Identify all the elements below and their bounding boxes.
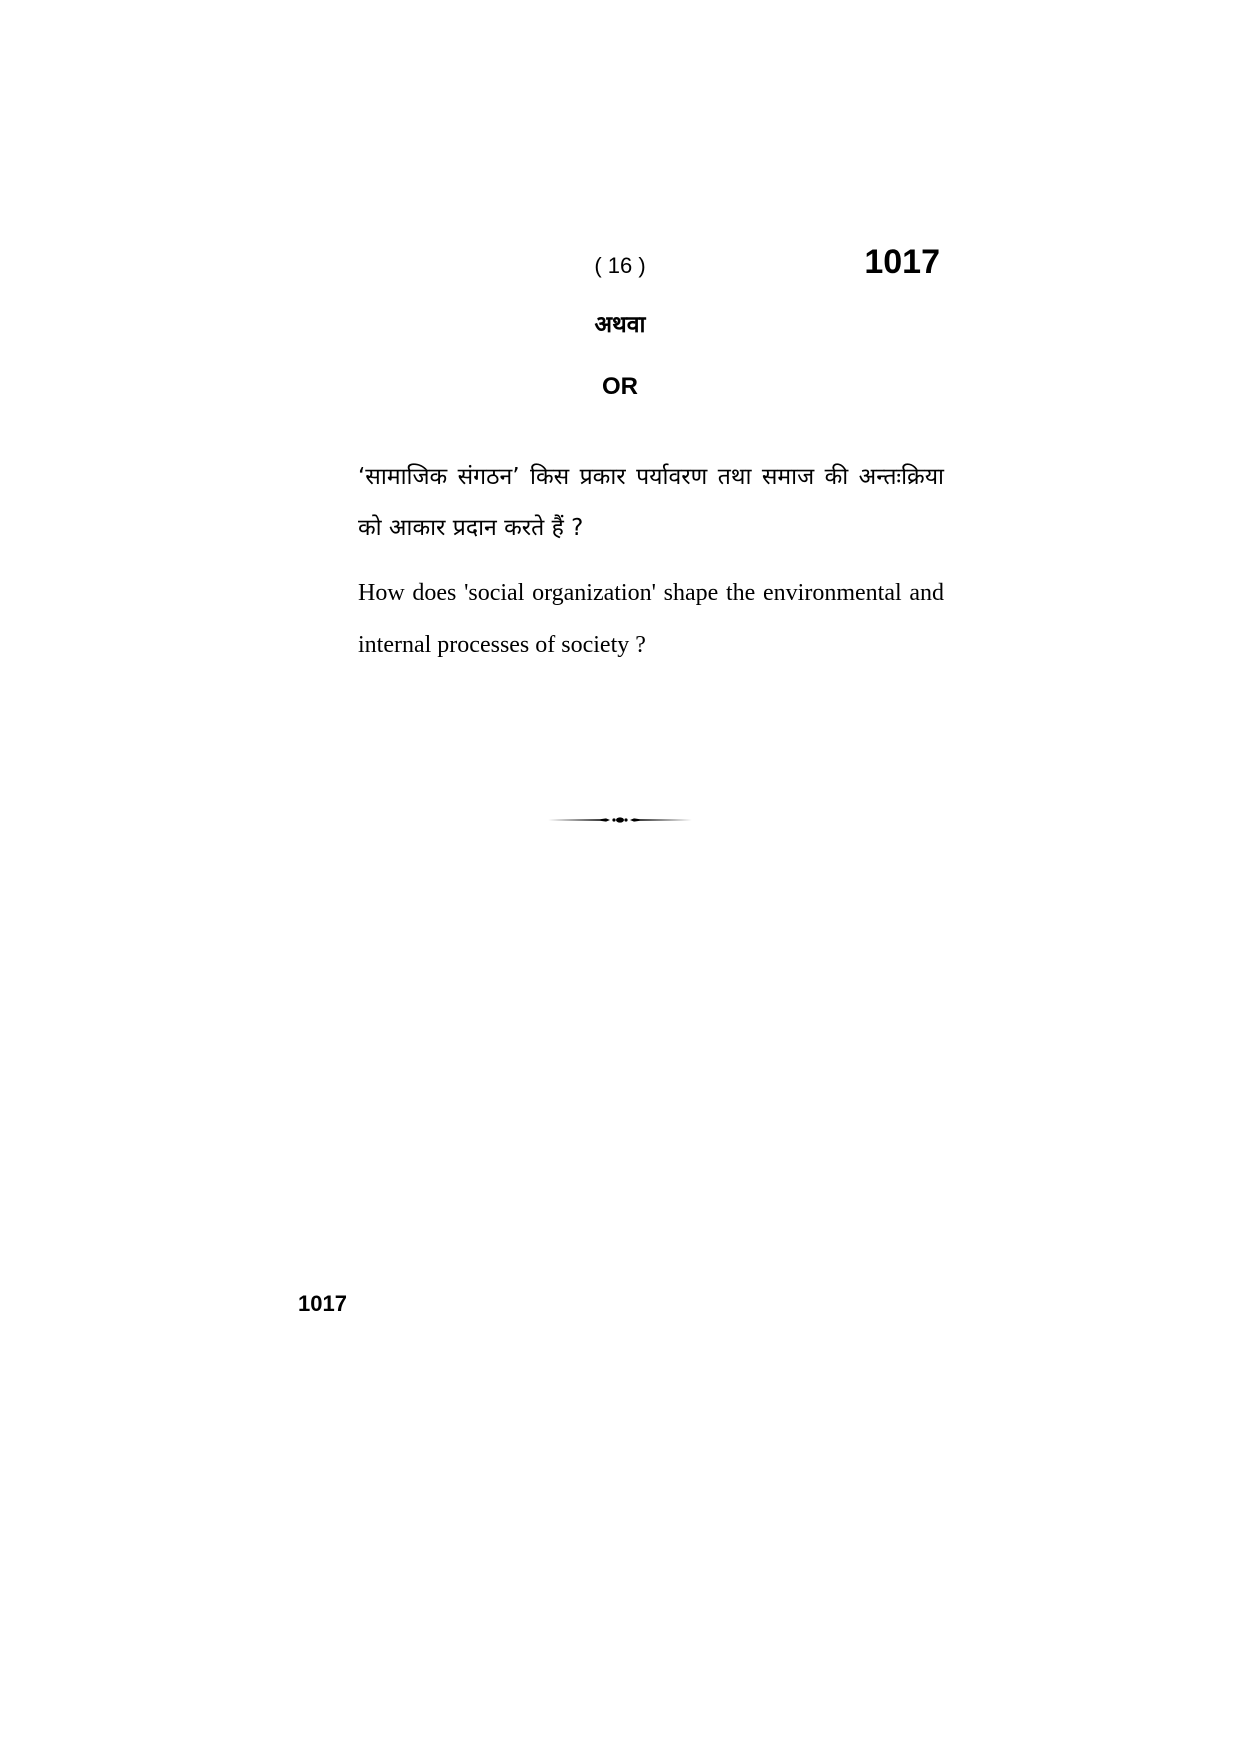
or-label-hindi: अथवा xyxy=(594,312,646,338)
paper-code-header: 1017 xyxy=(864,243,940,281)
paper-code-footer: 1017 xyxy=(298,1291,347,1316)
or-label-english: OR xyxy=(602,373,638,400)
question-text-hindi: ‘सामाजिक संगठन’ किस प्रकार पर्यावरण तथा समाज की अन्तःक्रिया को आकार प्रदान करते हैं ? xyxy=(358,464,944,541)
end-ornament-icon xyxy=(548,812,692,828)
page-number: ( 16 ) xyxy=(594,253,646,278)
question-text-english: How does 'social organization' shape the environmental and internal processes of society ? xyxy=(358,580,944,658)
